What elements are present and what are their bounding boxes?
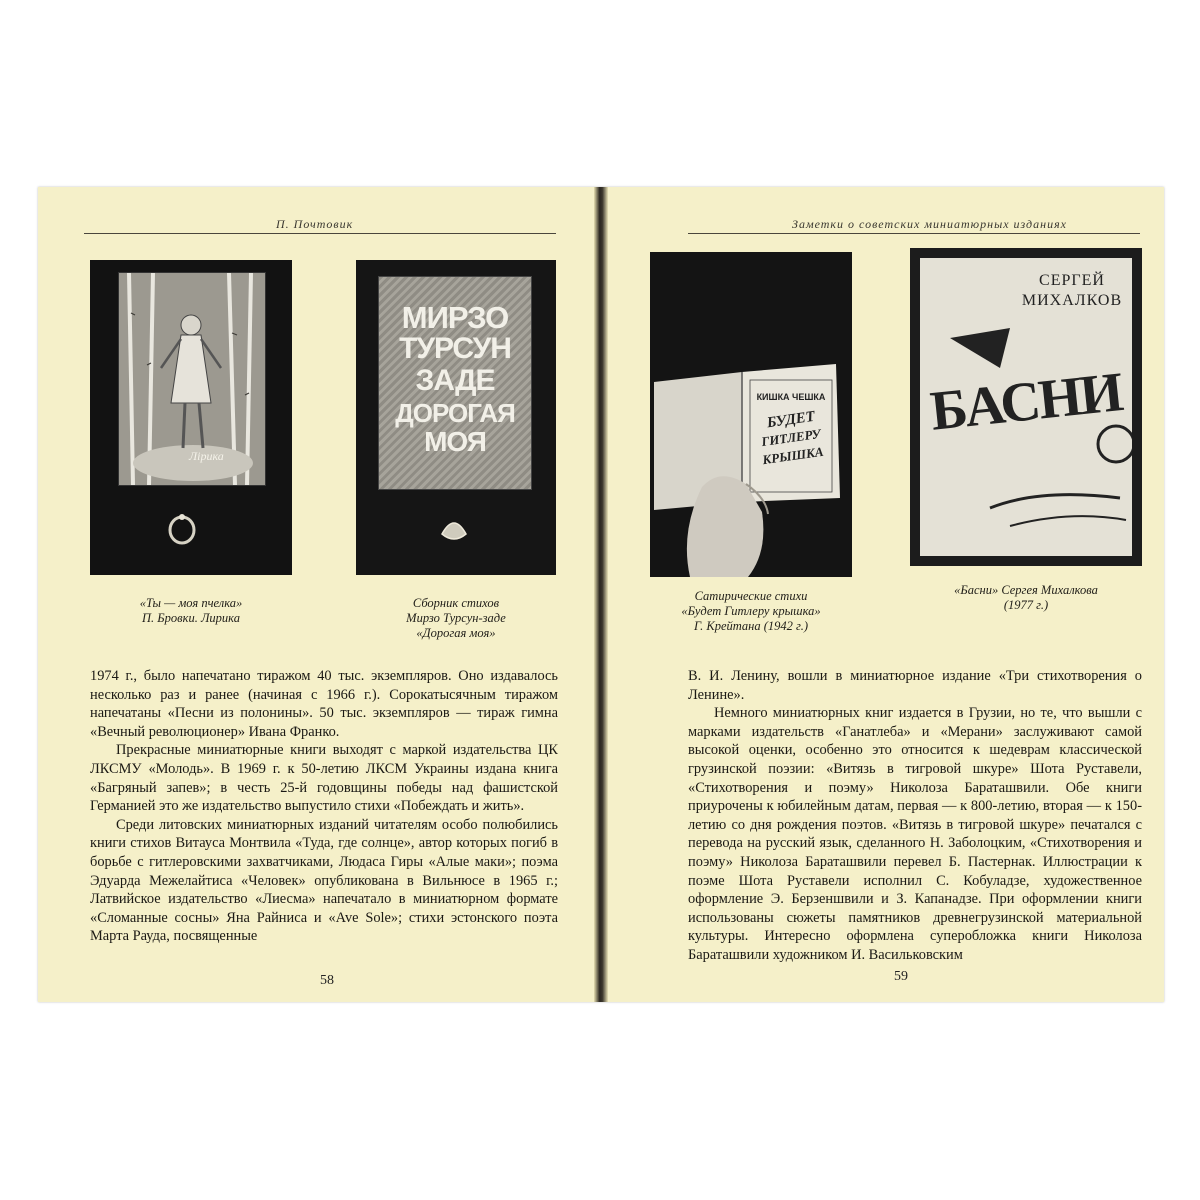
running-head: П. Почтовик <box>276 217 354 231</box>
caption-line: «Дорогая моя» <box>416 626 496 640</box>
lirika-cover-title: Лірика <box>189 449 224 463</box>
lirika-cover <box>118 272 266 486</box>
figure-caption <box>910 583 1142 613</box>
body-text <box>688 667 1142 965</box>
paragraph: В. И. Ленину, вошли в миниатюрное издание «Три стихотворения о Ленине». <box>688 668 1142 703</box>
header-rule <box>688 233 1140 234</box>
caption-line: Г. Крейтана (1942 г.) <box>693 619 809 633</box>
left-page <box>38 187 598 1002</box>
tursunzade-cover-line: ДОРОГАЯ <box>395 398 515 428</box>
krejtan-cover-line: КРЫШКА <box>761 443 825 468</box>
caption-line: П. Бровки. Лирика <box>142 611 240 625</box>
paragraph: Прекрасные миниатюрные книги выходят с маркой издательства ЦК ЛКСМУ «Молодь». В 1969 г. к 50-летию ЛКСМ Украины издана книга «Багряный запев»; в честь 25-й годовщины победы над фашистской Германией это же издательство выпустило стихи «Побеждать и жить». <box>90 742 558 815</box>
page-number: 58 <box>320 973 334 988</box>
caption-line: (1977 г.) <box>1003 598 1049 612</box>
tursunzade-cover-line: ЗАДЕ <box>415 364 495 397</box>
figure-krejtan-photo <box>650 252 852 577</box>
figure-mikhalkov-photo <box>910 248 1142 566</box>
figure-caption <box>356 596 556 641</box>
krejtan-cover-line: КИШКА ЧЕШКА <box>756 392 826 402</box>
right-page <box>604 187 1164 1002</box>
mikhalkov-cover-title: БАСНИ <box>927 361 1125 443</box>
header-rule <box>84 233 556 234</box>
figure-tursunzade-photo <box>356 260 556 575</box>
paragraph: Немного миниатюрных книг издается в Грузии, но те, что вышли с марками издательств «Ганатлеба» и «Мерани» заслуживают самой высокой оценки, особенно это относится к шедеврам классической грузинской поэзии: «Витязь в тигровой шкуре» Шота Руставели, «Стихотворения и поэму» Николоза Бараташвили. Обе книги приурочены к юбилейным датам, первая — к 800-летию, вторая — к 150-летию со дня рождения поэтов. «Витязь в тигровой шкуре» печатался с перевода на русский язык, сделанного Н. Заболоцким, «Стихотворения и поэму» Николоза Бараташвили перевел Б. Пастернак. Иллюстрации к поэме Шота Руставели исполнил С. Кобуладзе, художественное оформление Э. Берзеншвили и З. Капанадзе. При оформлении книги использованы сюжеты памятников древнегрузинской материальной культуры. Интересно оформлена суперобложка книги Николоза Бараташвили художником И. Васильковским <box>688 705 1142 963</box>
caption-line: «Будет Гитлеру крышка» <box>681 604 821 618</box>
mikhalkov-cover <box>920 258 1132 556</box>
mikhalkov-cover-author: СЕРГЕЙ <box>1039 272 1105 289</box>
caption-line: «Ты — моя пчелка» <box>139 596 243 610</box>
tursunzade-cover-line: ТУРСУН <box>399 332 511 365</box>
figure-caption <box>90 596 292 626</box>
krejtan-cover-line: ГИТЛЕРУ <box>760 425 822 450</box>
running-head: Заметки о советских миниатюрных изданиях <box>792 217 1067 231</box>
book-spread <box>38 187 1164 1002</box>
ring-icon <box>162 508 202 548</box>
caption-line: Сборник стихов <box>412 596 500 610</box>
mikhalkov-cover-author: МИХАЛКОВ <box>1021 292 1123 309</box>
krejtan-cover-line: БУДЕТ <box>765 408 816 432</box>
caption-line: Сатирические стихи <box>694 589 808 603</box>
figure-lirika-photo <box>90 260 292 575</box>
paragraph: Среди литовских миниатюрных изданий читателям особо полюбились книги стихов Витауса Монтвила «Туда, где солнце», автор которых погиб в борьбе с гитлеровскими захватчиками, Людаса Гиры «Алые маки»; поэма Эдуарда Межелайтиса «Человек» опубликована в Вильнюсе в 1965 г.; Латвийское издательство «Лиесма» напечатало в миниатюрном формате «Сломанные сосны» Яна Райниса и «Ave Sole»; стихи эстонского поэта Марта Рауда, посвященные <box>90 816 558 945</box>
brooch-icon <box>436 510 472 546</box>
page-number: 59 <box>894 969 908 984</box>
figure-caption <box>636 589 866 634</box>
tursunzade-cover <box>378 276 532 490</box>
caption-line: Мирзо Турсун-заде <box>406 611 506 625</box>
caption-line: «Басни» Сергея Михалкова <box>954 583 1098 597</box>
body-text <box>90 667 558 946</box>
paragraph: 1974 г., было напечатано тиражом 40 тыс. экземпляров. Оно издавалось несколько раз и ранее (начиная с 1966 г.). Сорокатысячным тиражом напечатаны «Песни из полонины». 50 тыс. экземпляров — тираж гимна «Вечный революционер» Ивана Франко. <box>90 668 558 740</box>
tursunzade-cover-line: МИРЗО <box>401 300 509 335</box>
tursunzade-cover-line: МОЯ <box>424 426 486 457</box>
